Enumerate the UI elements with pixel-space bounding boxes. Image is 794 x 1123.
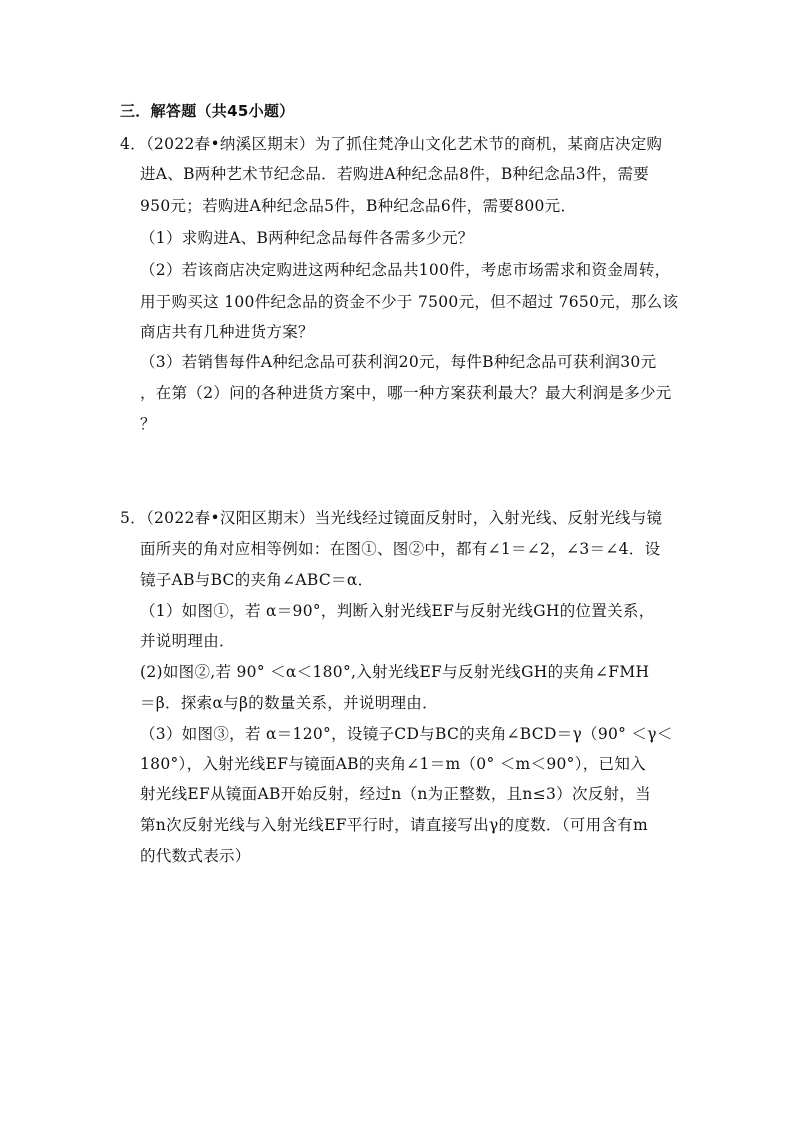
q4-line: ？ xyxy=(140,415,156,433)
q5-part-1: （1）如图①，若 α＝90°，判断入射光线EF与反射光线GH的位置关系， xyxy=(140,602,655,620)
q5-line: 的代数式表示） xyxy=(140,847,251,865)
q4-part-1: （1）求购进A、B两种纪念品每件各需多少元？ xyxy=(140,229,474,247)
q5-line: 180°），入射光线EF与镜面AB的夹角∠1＝m（0° ＜m＜90°），已知入 xyxy=(140,755,646,773)
q5-line: 镜子AB与BC的夹角∠ABC＝α． xyxy=(140,571,374,589)
q5-part-2: (2)如图②,若 90° ＜α＜180°,入射光线EF与反射光线GH的夹角∠FMH xyxy=(140,663,650,681)
q5-line: 射光线EF从镜面AB开始反射，经过n（n为正整数，且n≤3）次反射，当 xyxy=(140,785,651,803)
q5-part-3: （3）如图③，若 α＝120°，设镜子CD与BC的夹角∠BCD＝γ（90° ＜γ＜ xyxy=(140,725,673,743)
q5-line: 并说明理由． xyxy=(140,632,235,650)
q4-line: 进A、B两种艺术节纪念品．若购进A种纪念品8件，B种纪念品3件，需要 xyxy=(140,165,650,183)
q4-line: 4．（2022春•纳溪区期末）为了抓住梵净山文化艺术节的商机，某商店决定购 xyxy=(120,135,663,153)
q5-line: 第n次反射光线与入射光线EF平行时，请直接写出γ的度数．（可用含有m xyxy=(140,816,648,834)
q4-line: 商店共有几种进货方案？ xyxy=(140,323,314,341)
q4-part-2: （2）若该商店决定购进这两种纪念品共100件，考虑市场需求和资金周转， xyxy=(140,261,671,279)
q4-line: 950元；若购进A种纪念品5件，B种纪念品6件，需要800元． xyxy=(140,197,577,215)
q5-line: 面所夹的角对应相等例如：在图①、图②中，都有∠1＝∠2，∠3＝∠4．设 xyxy=(140,540,661,558)
q5-line: 5．（2022春•汉阳区期末）当光线经过镜面反射时，入射光线、反射光线与镜 xyxy=(120,509,663,527)
q4-part-3: （3）若销售每件A种纪念品可获利润20元，每件B种纪念品可获利润30元 xyxy=(140,353,657,371)
q4-line: 用于购买这 100件纪念品的资金不少于 7500元，但不超过 7650元，那么该 xyxy=(140,293,679,311)
q4-line: ，在第（2）问的各种进货方案中，哪一种方案获利最大？最大利润是多少元 xyxy=(140,384,672,402)
section-heading: 三．解答题（共45小题） xyxy=(120,102,295,120)
q5-line: ＝β．探索α与β的数量关系，并说明理由． xyxy=(140,694,438,712)
